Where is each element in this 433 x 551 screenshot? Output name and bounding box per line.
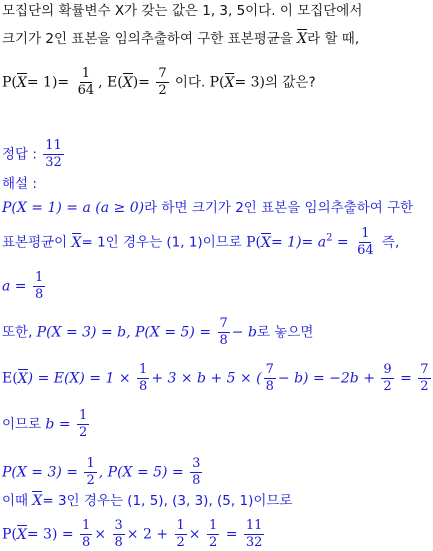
s9-frac-2 bbox=[113, 518, 125, 551]
s2-pxbar: X bbox=[261, 234, 271, 251]
s9-frac-1 bbox=[80, 518, 92, 551]
ask-xbar: X bbox=[224, 74, 235, 91]
question-text-1: 모집단의 확률변수 X가 갖는 값은 1, 3, 5이다. 이 모집단에서 bbox=[2, 3, 363, 19]
s8-text2: = 3인 경우는 (1, 5), (3, 3), (5, 1)이므로 bbox=[42, 493, 293, 509]
s5-m4: = bbox=[395, 370, 417, 387]
s5-e: E( bbox=[2, 370, 18, 387]
s7-f1n: 1 bbox=[86, 456, 95, 471]
s2-p: P( bbox=[246, 234, 262, 251]
s1-text: 라 하면 크기가 2인 표본을 임의추출하여 구한 bbox=[144, 200, 414, 216]
xbar-symbol: X bbox=[297, 31, 308, 47]
s5-f4n: 7 bbox=[420, 362, 429, 377]
s9-m2: × 2 + bbox=[126, 526, 173, 543]
s4-fraction bbox=[218, 316, 230, 349]
p-fraction-num: 1 bbox=[81, 66, 90, 81]
e-fraction-num: 7 bbox=[158, 66, 167, 81]
solution-line-5 bbox=[2, 362, 433, 395]
s3-lhs: a = bbox=[2, 278, 31, 295]
s7-f2d: 8 bbox=[192, 473, 201, 488]
s5-xbar: X bbox=[17, 370, 28, 387]
s9-xbar: X bbox=[16, 526, 27, 543]
s5-frac-3 bbox=[381, 362, 393, 395]
s5-frac-1 bbox=[137, 362, 149, 395]
solution-line-9 bbox=[2, 518, 266, 551]
s2-fraction-num: 1 bbox=[361, 226, 370, 241]
s7-m1: P(X = 3) = bbox=[2, 464, 83, 481]
s5-f4d: 2 bbox=[420, 379, 429, 394]
ask-prefix: P( bbox=[209, 74, 225, 91]
s5-frac-2 bbox=[264, 362, 276, 395]
s9-f3d: 2 bbox=[176, 535, 185, 550]
solution-heading bbox=[2, 175, 37, 193]
s5-frac-4 bbox=[418, 362, 430, 395]
s9-f4n: 1 bbox=[208, 518, 218, 533]
s2-square: 2 bbox=[326, 232, 333, 244]
solution-line-8 bbox=[2, 492, 292, 510]
s4-tail: 로 놓으면 bbox=[256, 324, 314, 341]
answer-num: 11 bbox=[45, 138, 62, 153]
answer-den: 32 bbox=[45, 155, 62, 170]
p-xbar: X bbox=[16, 74, 27, 91]
s7-m2: , P(X = 5) = bbox=[98, 464, 189, 481]
s1-math: P(X = 1) = a (a ≥ 0) bbox=[2, 200, 145, 216]
ask-text: 의 값은? bbox=[265, 74, 316, 91]
question-line-3 bbox=[2, 66, 316, 99]
s4-num: 7 bbox=[219, 316, 228, 331]
s8-text1: 이때 bbox=[2, 493, 33, 509]
s2-tail: 즉, bbox=[377, 234, 400, 251]
question-text-2a: 크기가 2인 표본을 임의추출하여 구한 표본평균을 bbox=[2, 31, 298, 47]
s9-m3: × bbox=[188, 526, 205, 543]
solution-line-4 bbox=[2, 316, 313, 349]
s6-num: 1 bbox=[79, 408, 88, 423]
s9-f5d: 32 bbox=[245, 535, 263, 550]
p-fraction bbox=[76, 66, 97, 99]
s2-eq2: = bbox=[332, 234, 354, 251]
s9-m1: × bbox=[94, 526, 111, 543]
s9-f5n: 11 bbox=[245, 518, 263, 533]
s3-den: 8 bbox=[34, 287, 44, 302]
s2-fraction-den: 64 bbox=[357, 243, 374, 258]
s8-xbar: X bbox=[32, 493, 43, 509]
s5-f2n: 7 bbox=[265, 362, 274, 377]
s4-m2: − b bbox=[231, 324, 257, 341]
ask-eq: = 3) bbox=[234, 74, 266, 91]
question-tail: 이다. bbox=[170, 74, 210, 91]
answer-label: 정답 : bbox=[2, 146, 37, 163]
s3-fraction bbox=[33, 270, 45, 303]
s5-f2d: 8 bbox=[265, 379, 274, 394]
s2-fraction bbox=[355, 226, 376, 259]
s2-text1: 표본평균이 bbox=[2, 234, 72, 251]
solution-line-3 bbox=[2, 270, 47, 303]
s9-m4: = bbox=[221, 526, 242, 543]
s7-f2n: 3 bbox=[192, 456, 201, 471]
e-eq: )= bbox=[132, 74, 155, 91]
s9-f2n: 3 bbox=[114, 518, 123, 533]
s9-f3n: 1 bbox=[176, 518, 185, 533]
s9-frac-5 bbox=[244, 518, 265, 551]
question-line-2 bbox=[2, 30, 359, 48]
s7-frac-1 bbox=[84, 456, 96, 489]
s9-p: P( bbox=[2, 526, 17, 543]
s9-frac-4 bbox=[207, 518, 219, 551]
answer-line bbox=[2, 138, 66, 171]
question-line-1 bbox=[2, 2, 362, 20]
s6-lhs: b = bbox=[45, 416, 76, 433]
s6-den: 2 bbox=[79, 425, 88, 440]
s5-m3: − b) = −2b + bbox=[277, 370, 380, 387]
solution-line-7 bbox=[2, 456, 204, 489]
answer-fraction bbox=[43, 138, 64, 171]
solution-line-2 bbox=[2, 226, 399, 259]
s5-m1: ) = E(X) = 1 × bbox=[27, 370, 136, 387]
s5-m2: + 3 × b + 5 × ( bbox=[151, 370, 262, 387]
s9-f1d: 8 bbox=[82, 535, 91, 550]
s9-eq: = 3) = bbox=[26, 526, 79, 543]
s6-fraction bbox=[77, 408, 89, 441]
s3-num: 1 bbox=[34, 270, 44, 285]
p-eq: = 1)= bbox=[26, 74, 74, 91]
e-fraction-den: 2 bbox=[158, 83, 167, 98]
s2-text2: = 1인 경우는 (1, 1)이므로 bbox=[81, 234, 247, 251]
p-prefix: P( bbox=[2, 74, 17, 91]
s6-text: 이므로 bbox=[2, 416, 46, 433]
s2-xbar: X bbox=[71, 234, 82, 251]
s9-frac-3 bbox=[175, 518, 187, 551]
p-fraction-den: 64 bbox=[77, 83, 95, 98]
s5-f1n: 1 bbox=[139, 362, 148, 377]
s9-f2d: 8 bbox=[114, 535, 123, 550]
e-fraction bbox=[156, 66, 168, 99]
solution-line-1 bbox=[2, 199, 413, 217]
s5-f3n: 9 bbox=[383, 362, 392, 377]
e-prefix: , E( bbox=[98, 74, 123, 91]
s7-f1d: 2 bbox=[86, 473, 95, 488]
s5-f1d: 8 bbox=[139, 379, 148, 394]
s7-frac-2 bbox=[190, 456, 202, 489]
solution-line-6 bbox=[2, 408, 91, 441]
s4-den: 8 bbox=[219, 333, 228, 348]
s2-peq: = 1)= a bbox=[270, 234, 327, 251]
e-xbar: X bbox=[122, 74, 133, 91]
question-text-2b: 라 할 때, bbox=[307, 31, 360, 47]
s4-text: 또한, bbox=[2, 324, 37, 341]
s4-m1: P(X = 3) = b, P(X = 5) = bbox=[36, 324, 216, 341]
s9-f4d: 2 bbox=[208, 535, 218, 550]
s9-f1n: 1 bbox=[82, 518, 91, 533]
s5-f3d: 2 bbox=[383, 379, 392, 394]
solution-heading-text: 해설 : bbox=[2, 176, 37, 192]
